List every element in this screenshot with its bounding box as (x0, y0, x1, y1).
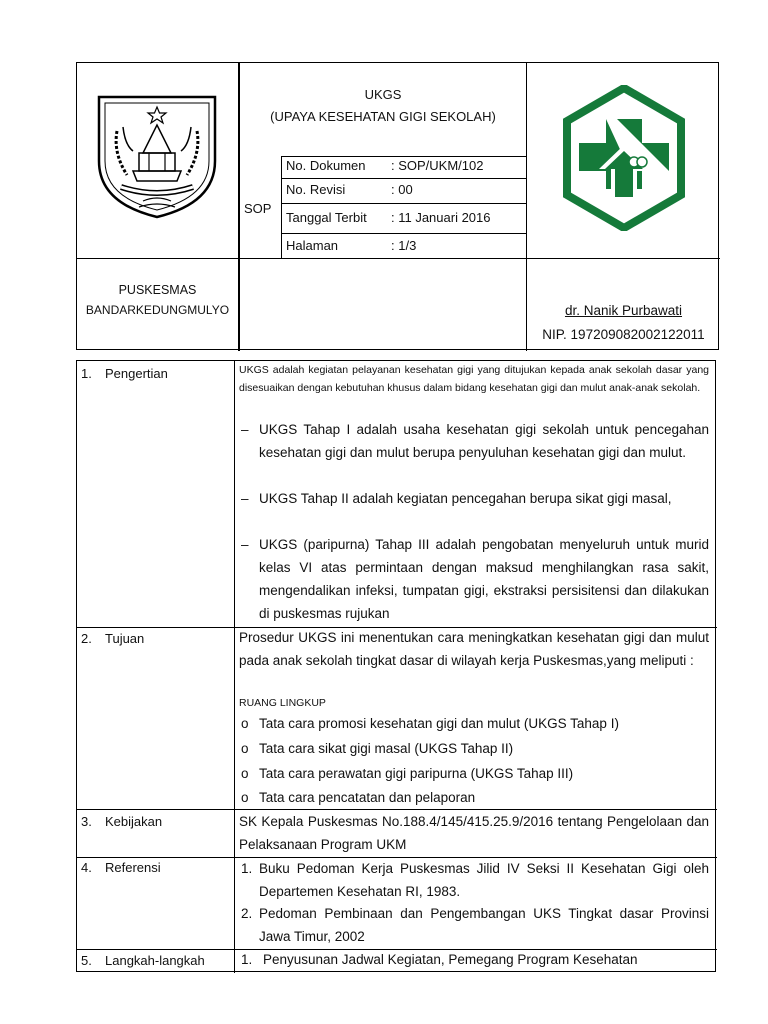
section-number: 1. (81, 366, 92, 381)
section-label-pengertian: Pengertian (105, 366, 168, 381)
pengertian-bullet-2: – UKGS Tahap II adalah kegiatan pencegahan berupa sikat gigi masal, (259, 487, 709, 510)
langkah-item-1: 1. Penyusunan Jadwal Kegiatan, Pemegang Program Kesehatan (263, 948, 709, 971)
section-number: 4. (81, 860, 92, 875)
referensi-item-2: 2. Pedoman Pembinaan dan Pengembangan UKS Tingkat dasar Provinsi Jawa Timur, 2002 (259, 902, 709, 948)
circle-bullet-icon: o (241, 716, 249, 731)
meta-key-tanggal: Tanggal Terbit (286, 210, 367, 225)
document-header (76, 62, 719, 350)
list-number: 2. (241, 906, 253, 921)
regency-seal-logo (93, 91, 221, 221)
kebijakan-text: SK Kepala Puskesmas No.188.4/145/415.25.9/2016 tentang Pengelolaan dan Pelaksanaan Program UKM (239, 814, 709, 852)
circle-bullet-icon: o (241, 741, 249, 756)
dash-marker: – (241, 491, 249, 506)
meta-key-halaman: Halaman (286, 238, 339, 253)
signer-nip: NIP. 197209082002122011 (542, 327, 705, 342)
sop-content-table (76, 360, 716, 972)
dash-marker: – (241, 537, 249, 552)
meta-value-dokumen: : SOP/UKM/102 (391, 158, 484, 173)
circle-bullet-icon: o (241, 766, 249, 781)
puskesmas-logo (563, 85, 685, 231)
document-subtitle: (UPAYA KESEHATAN GIGI SEKOLAH) (270, 109, 496, 124)
tujuan-text: Prosedur UKGS ini menentukan cara meningkatkan kesehatan gigi dan mulut pada anak sekolah tingkat dasar di wilayah kerja Puskesmas,yang meliputi : (239, 630, 709, 668)
org-name-line2: BANDARKEDUNGMULYO (85, 303, 230, 317)
referensi-item-1: 1. Buku Pedoman Kerja Puskesmas Jilid IV Seksi II Kesehatan Gigi oleh Departemen Kesehatan RI, 1983. (259, 857, 709, 903)
meta-key-dokumen: No. Dokumen (286, 158, 366, 173)
list-number: 1. (241, 952, 253, 967)
pengertian-bullet-1: – UKGS Tahap I adalah usaha kesehatan gigi sekolah untuk pencegahan kesehatan gigi dan mulut berupa penyuluhan kesehatan gigi dan mulut. (259, 418, 709, 464)
section-label-langkah: Langkah-langkah (105, 953, 205, 968)
pengertian-bullet-3: – UKGS (paripurna) Tahap III adalah pengobatan menyeluruh untuk murid kelas VI atas permintaan dengan maksud menghilangkan rasa sakit, mengendalikan infeksi, tumpatan gigi, ekstraksi persisitensi dan dilakukan di puskesmas rujukan (259, 533, 709, 625)
tujuan-item-1: o Tata cara promosi kesehatan gigi dan mulut (UKGS Tahap I) (259, 712, 709, 735)
signer-name: dr. Nanik Purbawati (564, 303, 683, 318)
section-number: 3. (81, 814, 92, 829)
section-label-referensi: Referensi (105, 860, 161, 875)
section-number: 5. (81, 953, 92, 968)
list-number: 1. (241, 861, 253, 876)
dash-marker: – (241, 422, 249, 437)
meta-value-tanggal: : 11 Januari 2016 (391, 210, 491, 225)
ruang-lingkup-heading: RUANG LINGKUP (239, 697, 326, 709)
org-name-line1: PUSKESMAS (118, 283, 197, 297)
tujuan-item-2: o Tata cara sikat gigi masal (UKGS Tahap II) (259, 737, 709, 760)
sop-label: SOP (244, 201, 272, 216)
tujuan-item-3: o Tata cara perawatan gigi paripurna (UKGS Tahap III) (259, 762, 709, 785)
meta-value-halaman: : 1/3 (391, 238, 417, 253)
tujuan-item-4: o Tata cara pencatatan dan pelaporan (259, 786, 709, 809)
section-label-kebijakan: Kebijakan (105, 814, 163, 829)
section-label-tujuan: Tujuan (105, 631, 145, 646)
meta-value-revisi: : 00 (391, 182, 413, 197)
section-number: 2. (81, 631, 92, 646)
pengertian-intro: UKGS adalah kegiatan pelayanan kesehatan gigi yang ditujukan kepada anak sekolah dasar yang disesuaikan dengan kebutuhan khusus dalam bidang kesehatan gigi dan mulut anak-anak sekolah. (239, 364, 709, 394)
circle-bullet-icon: o (241, 790, 249, 805)
meta-key-revisi: No. Revisi (286, 182, 346, 197)
document-title: UKGS (364, 87, 402, 102)
